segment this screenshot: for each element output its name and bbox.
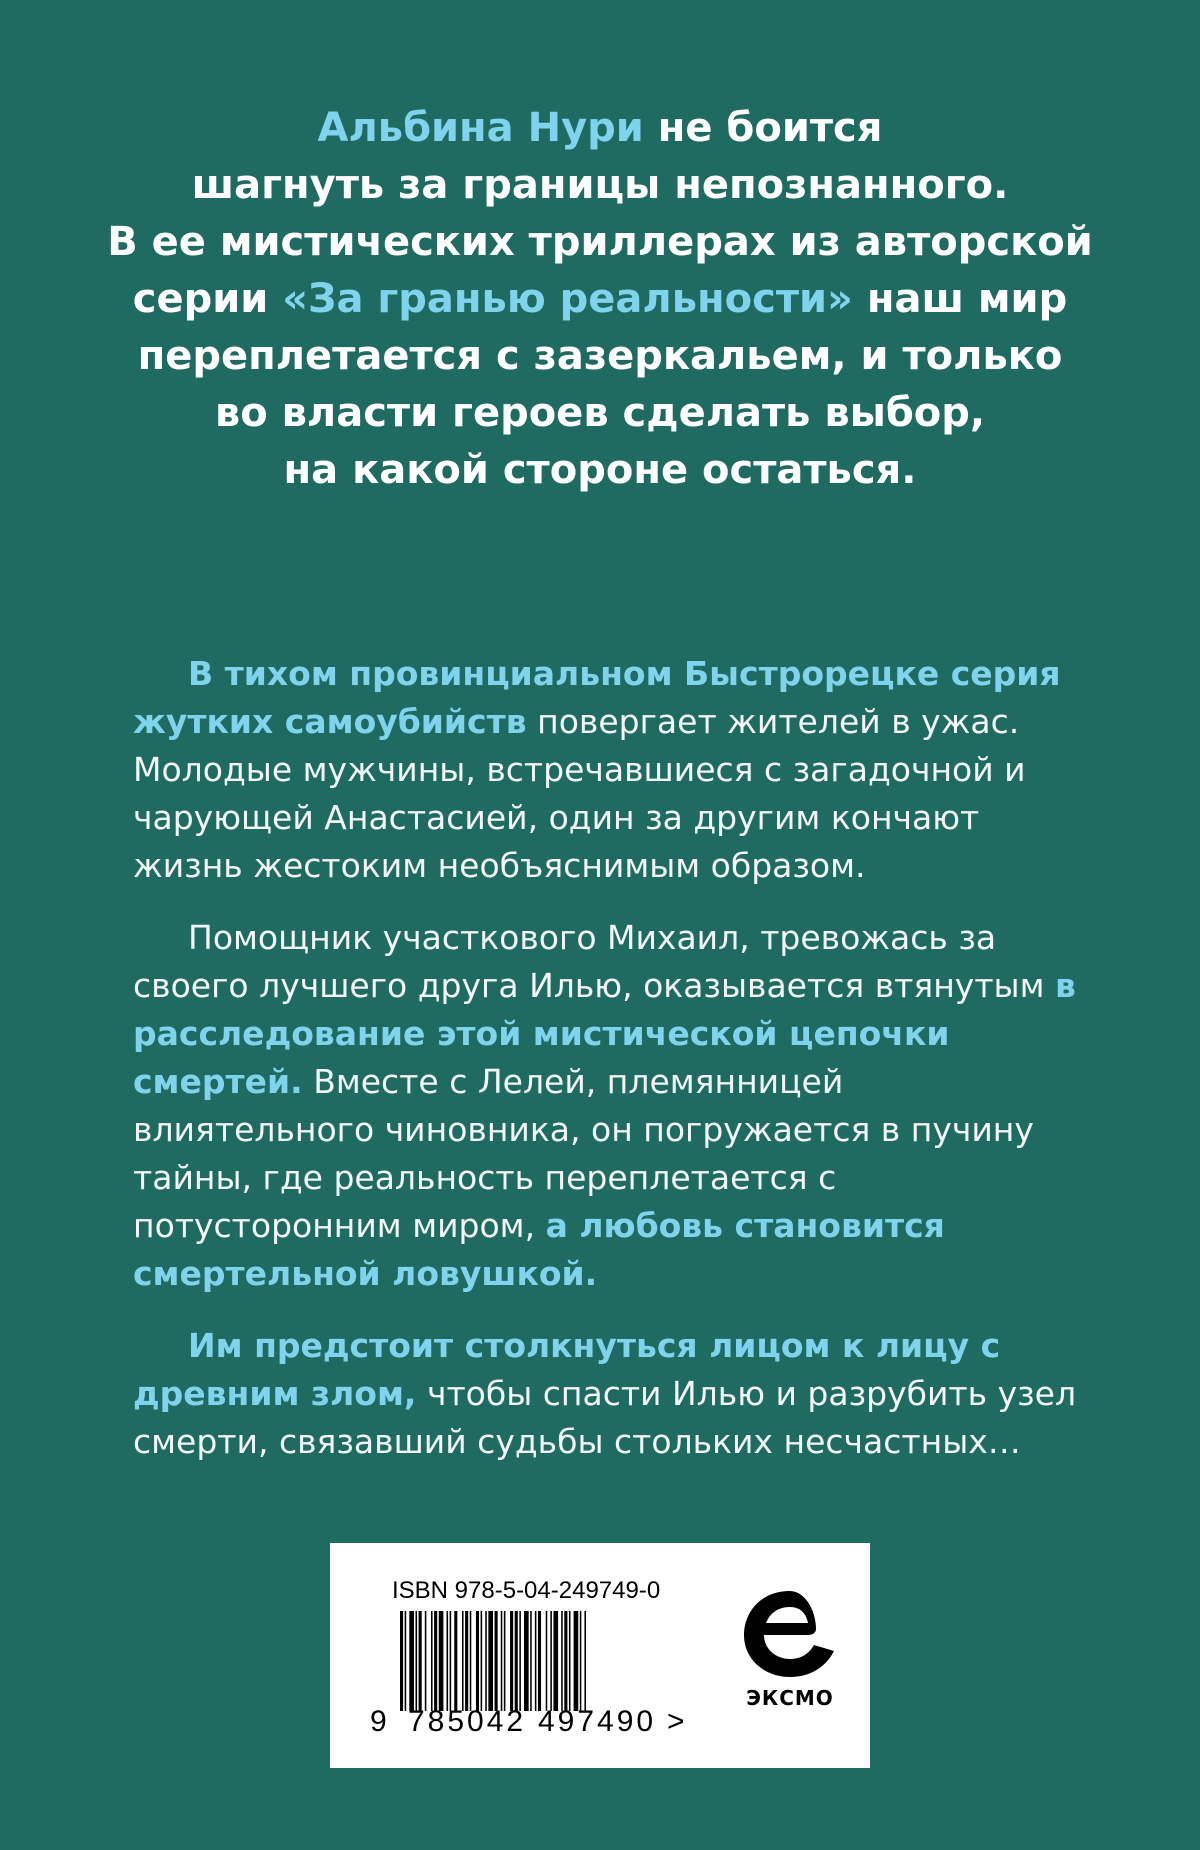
- book-description: [133, 650, 1083, 1490]
- blurb-line-7: на какой стороне остаться.: [283, 447, 917, 493]
- paragraph-text: Помощник участкового Михаил, тревожась за своего лучшего друга Илью, оказывается втянутым: [133, 918, 1055, 1005]
- blurb-line-3: В ее мистических триллерах из авторской: [107, 219, 1093, 265]
- isbn-label: ISBN 978-5-04-249749-0: [392, 1577, 661, 1604]
- description-paragraph-2: [133, 914, 1083, 1298]
- description-paragraph-3: [133, 1322, 1083, 1466]
- author-name: Альбина Нури: [317, 105, 644, 151]
- highlight-text: а любовь становится смертельной ловушкой.: [133, 1206, 945, 1293]
- barcode-icon: [400, 1611, 660, 1711]
- blurb-line-2: шагнуть за границы непознанного.: [191, 162, 1009, 208]
- blurb-text: наш мир: [852, 276, 1068, 322]
- blurb-text: серии: [132, 276, 283, 322]
- blurb-line-1: [100, 100, 1100, 157]
- author-blurb: [100, 100, 1100, 499]
- highlight-text: Им предстоит столкнуться лицом к лицу с древним злом,: [133, 1326, 1001, 1413]
- paragraph-text: чтобы спасти Илью и разрубить узел смерти, связавший судьбы стольких несчастных…: [133, 1374, 1077, 1461]
- series-name: «За гранью реальности»: [282, 276, 853, 322]
- blurb-text: не боится: [643, 105, 883, 151]
- paragraph-text: повергает жителей в ужас. Молодые мужчины, встречавшиеся с загадочной и чарующей Анастасией, один за другим кончают жизнь жестоким необъяснимым образом.: [133, 702, 1026, 885]
- paragraph-text: Вместе с Лелей, племянницей влиятельного чиновника, он погружается в пучину тайны, где реальность переплетается с потусторонним миром,: [133, 1062, 1034, 1245]
- highlight-text: в расследование этой мистической цепочки смертей.: [133, 966, 1076, 1101]
- highlight-text: В тихом провинциальном Быстрорецке серия жутких самоубийств: [133, 654, 1061, 741]
- barcode-digit-group-1: 785042: [408, 1705, 527, 1738]
- barcode-panel: [330, 1543, 870, 1768]
- eksmo-swirl-icon: [730, 1583, 850, 1683]
- blurb-line-5: переплетается с зазеркальем, и только: [137, 333, 1063, 379]
- barcode-digit-group-2: 497490: [538, 1705, 657, 1738]
- barcode-arrow: >: [667, 1705, 685, 1738]
- blurb-line-4: [100, 271, 1100, 328]
- barcode-digit-first: 9: [370, 1705, 387, 1738]
- eksmo-logo-icon: [730, 1583, 850, 1733]
- blurb-line-6: во власти героев сделать выбор,: [214, 390, 986, 436]
- description-paragraph-1: [133, 650, 1083, 890]
- publisher-name: ЭКСМО: [746, 1686, 834, 1710]
